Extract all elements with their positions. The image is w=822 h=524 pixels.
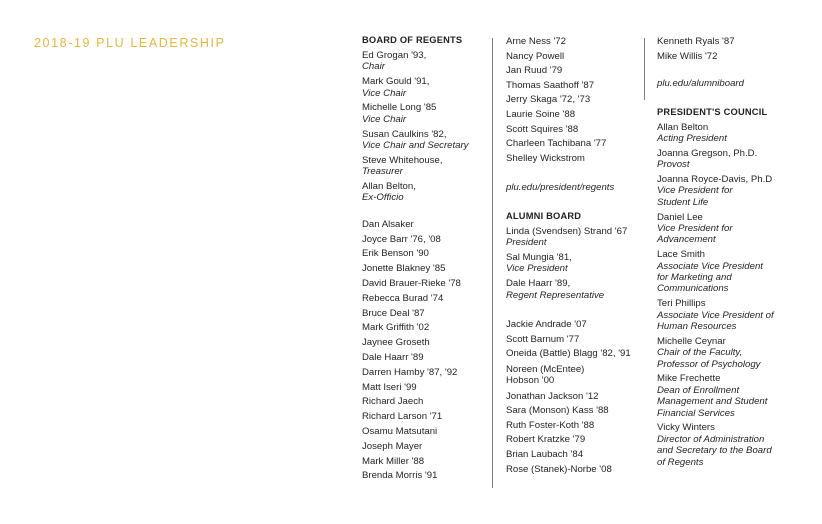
regent-officer bbox=[362, 155, 490, 178]
alumni-officers bbox=[506, 226, 642, 301]
list-item: Erik Benson '90 bbox=[362, 248, 429, 260]
council-member-name: Mike Frechette bbox=[657, 373, 721, 385]
council-member-role: Financial Services bbox=[657, 407, 735, 419]
council-member-role: Student Life bbox=[657, 196, 709, 208]
list-item: Sara (Monson) Kass '88 bbox=[506, 405, 609, 417]
list-item: Richard Jaech bbox=[362, 396, 424, 408]
list-item: Darren Hamby '87, '92 bbox=[362, 366, 458, 378]
council-member-role: Chair of the Faculty, bbox=[657, 347, 743, 359]
council-member-role: Acting President bbox=[657, 133, 727, 144]
regents-officers bbox=[362, 50, 490, 204]
officer-name: Susan Caulkins '82, bbox=[362, 128, 447, 140]
list-item: Dale Haarr '89 bbox=[362, 352, 424, 363]
council-member bbox=[657, 298, 807, 332]
list-item: Laurie Soine '88 bbox=[506, 108, 576, 120]
list-item: Matt Iseri '99 bbox=[362, 381, 417, 393]
list-item: Ruth Foster-Koth '88 bbox=[506, 419, 595, 431]
officer-role: Ex-Officio bbox=[362, 192, 404, 204]
list-item: Robert Kratzke '79 bbox=[506, 434, 586, 446]
alumni-board-heading: ALUMNI BOARD bbox=[506, 210, 582, 221]
officer-role: Regent Representative bbox=[506, 289, 605, 301]
council-member bbox=[657, 373, 807, 419]
list-item: Dan Alsaker bbox=[362, 218, 414, 230]
officer-name: Ed Grogan '93, bbox=[362, 50, 427, 61]
list-item: Richard Larson '71 bbox=[362, 411, 443, 423]
council-member bbox=[657, 122, 807, 145]
list-item: Mike Willis '72 bbox=[657, 50, 718, 62]
council-member-name: Allan Belton bbox=[657, 121, 709, 133]
council-member-role: Associate Vice President of bbox=[657, 309, 774, 321]
board-of-regents-heading: BOARD OF REGENTS bbox=[362, 35, 463, 45]
list-item: Jaynee Groseth bbox=[362, 337, 430, 349]
column-divider-right bbox=[644, 38, 645, 100]
list-item: Jerry Skaga '72, '73 bbox=[506, 94, 591, 106]
list-item: Joyce Barr '76, '08 bbox=[362, 233, 441, 245]
column-middle bbox=[506, 35, 642, 477]
officer-role: Vice Chair and Secretary bbox=[362, 140, 469, 152]
council-member-name: Daniel Lee bbox=[657, 211, 703, 223]
officer-role: Vice President bbox=[506, 263, 568, 275]
council-member-role: Advancement bbox=[657, 234, 716, 246]
council-member-name: Joanna Royce-Davis, Ph.D bbox=[657, 174, 773, 185]
alumni-officer bbox=[506, 278, 642, 301]
regent-officer bbox=[362, 76, 490, 99]
list-item: Jackie Andrade '07 bbox=[506, 318, 587, 330]
presidents-council-heading: PRESIDENT'S COUNCIL bbox=[657, 106, 768, 117]
regents-link[interactable]: plu.edu/president/regents bbox=[506, 182, 615, 194]
officer-name: Mark Gould '91, bbox=[362, 76, 430, 88]
alumni-officer bbox=[506, 252, 642, 275]
council-member-name: Vicky Winters bbox=[657, 422, 715, 434]
alumni-officer bbox=[506, 226, 642, 249]
list-item: Jonette Blakney '85 bbox=[362, 263, 446, 275]
officer-role: Chair bbox=[362, 61, 385, 73]
officer-name: Sal Mungia '81, bbox=[506, 251, 572, 263]
council-member-role: and Secretary to the Board bbox=[657, 445, 772, 457]
list-item-line: Noreen (McEntee) bbox=[506, 363, 585, 375]
list-item: Thomas Saathoff '87 bbox=[506, 79, 595, 91]
council-member bbox=[657, 174, 807, 208]
officer-role: Treasurer bbox=[362, 166, 403, 178]
list-item: Nancy Powell bbox=[506, 50, 565, 62]
list-item: Kenneth Ryals '87 bbox=[657, 36, 735, 47]
list-item: Brenda Morris '91 bbox=[362, 470, 438, 482]
council-member-role: Director of Administration bbox=[657, 433, 765, 445]
list-item: Mark Miller '88 bbox=[362, 455, 425, 467]
council-member-name: Teri Phillips bbox=[657, 298, 706, 310]
list-item: Mark Griffith '02 bbox=[362, 322, 430, 334]
regent-officer bbox=[362, 129, 490, 152]
presidents-council-list bbox=[657, 122, 807, 469]
council-member-name: Lace Smith bbox=[657, 249, 705, 261]
regent-officer bbox=[362, 181, 490, 204]
list-item: Charleen Tachibana '77 bbox=[506, 138, 607, 150]
column-divider-left bbox=[492, 38, 493, 488]
list-item: Jan Ruud '79 bbox=[506, 65, 563, 77]
list-item: Bruce Deal '87 bbox=[362, 307, 425, 319]
officer-role: President bbox=[506, 237, 547, 249]
list-item: David Brauer-Rieke '78 bbox=[362, 278, 461, 290]
council-member bbox=[657, 422, 807, 468]
council-member bbox=[657, 212, 807, 246]
regents-members-list-continued bbox=[506, 35, 642, 166]
council-member bbox=[657, 148, 807, 171]
council-member-role: Vice President for bbox=[657, 223, 733, 235]
list-item: Brian Laubach '84 bbox=[506, 448, 584, 460]
officer-name: Allan Belton, bbox=[362, 181, 416, 193]
officer-name: Linda (Svendsen) Strand '67 bbox=[506, 225, 628, 237]
column-board-of-regents bbox=[362, 35, 490, 484]
council-member-role: Management and Student bbox=[657, 396, 768, 408]
council-member-role: Communications bbox=[657, 283, 729, 295]
list-item: Oneida (Battle) Blagg '82, '91 bbox=[506, 348, 631, 360]
council-member bbox=[657, 249, 807, 295]
council-member-role: Human Resources bbox=[657, 321, 737, 333]
council-member-role: Vice President for bbox=[657, 185, 733, 197]
list-item: Osamu Matsutani bbox=[362, 425, 438, 437]
list-item bbox=[506, 364, 642, 387]
page-title: 2018-19 PLU LEADERSHIP bbox=[34, 36, 226, 50]
alumni-board-link[interactable]: plu.edu/alumniboard bbox=[657, 78, 744, 90]
list-item: Rose (Stanek)-Norbe '08 bbox=[506, 463, 612, 475]
officer-name: Dale Haarr '89, bbox=[506, 278, 571, 290]
regents-members-list bbox=[362, 218, 490, 484]
council-member-name: Joanna Gregson, Ph.D. bbox=[657, 147, 758, 159]
council-member bbox=[657, 336, 807, 370]
list-item: Joseph Mayer bbox=[362, 440, 423, 452]
alumni-members-list bbox=[506, 318, 642, 477]
list-item: Shelley Wickstrom bbox=[506, 152, 585, 164]
council-member-role: Provost bbox=[657, 159, 690, 171]
officer-role: Vice Chair bbox=[362, 113, 407, 125]
council-member-role: for Marketing and bbox=[657, 272, 732, 284]
list-item: Scott Squires '88 bbox=[506, 123, 579, 135]
alumni-members-list-continued bbox=[657, 35, 807, 64]
council-member-name: Michelle Ceynar bbox=[657, 335, 726, 347]
council-member-role: Professor of Psychology bbox=[657, 358, 761, 370]
council-member-role: Dean of Enrollment bbox=[657, 384, 740, 396]
list-item: Rebecca Burad '74 bbox=[362, 292, 444, 304]
list-item: Scott Barnum '77 bbox=[506, 333, 580, 345]
officer-name: Steve Whitehouse, bbox=[362, 154, 443, 166]
officer-name: Michelle Long '85 bbox=[362, 102, 437, 114]
list-item-line: Hobson '00 bbox=[506, 375, 555, 387]
list-item: Arne Ness '72 bbox=[506, 36, 566, 47]
column-right bbox=[657, 35, 807, 471]
officer-role: Vice Chair bbox=[362, 87, 407, 99]
list-item: Jonathan Jackson '12 bbox=[506, 390, 599, 402]
regent-officer bbox=[362, 102, 490, 125]
council-member-role: of Regents bbox=[657, 456, 704, 468]
regent-officer bbox=[362, 50, 490, 73]
council-member-role: Associate Vice President bbox=[657, 260, 763, 272]
